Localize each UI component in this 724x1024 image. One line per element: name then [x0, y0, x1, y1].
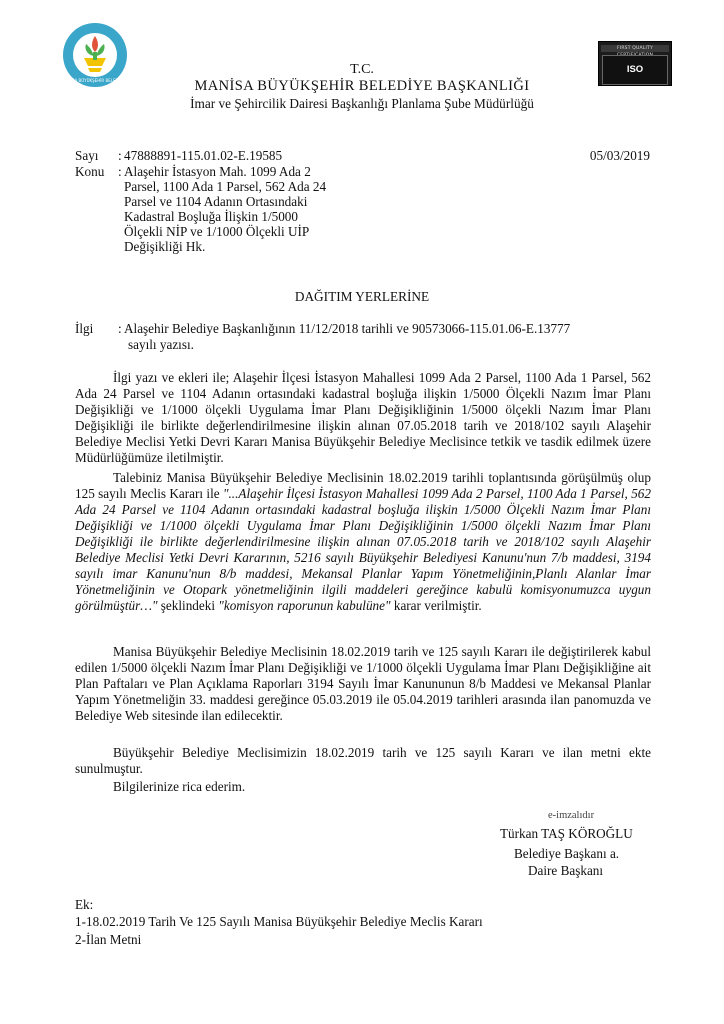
- attachments-label: Ek:: [75, 897, 94, 912]
- body-paragraph-1-text: İlgi yazı ve ekleri ile; Alaşehir İlçesi İstasyon Mahallesi 1099 Ada 2 Parsel, 1100 Ada 1 Parsel, 562 Ada 24 Parsel ve 1104 Adanın ortasındaki kadastral boşluğa ilişkin 1/5000 Ölçekli Nazım İmar Planı Değişikliği ve 1/1000 ölçekli Uygulama İmar Planı Değişikliğinin 1/5000 ölçekli Nazım İmar Planı Değişikliği ile birlikte değerlendirilmesine ilişkin alınan 07.05.2018 tarih ve 2018/102 sayılı Alaşehir Belediye Meclisi Yetki Devri Kararı Manisa Büyükşehir Belediye Meclisince tetkik ve tasdik edilmek üzere Müdürlüğümüze iletilmiştir.: [75, 370, 651, 465]
- header-institution: MANİSA BÜYÜKŞEHİR BELEDİYE BAŞKANLIĞI: [194, 78, 530, 94]
- quoted-council-decision: "...Alaşehir İlçesi İstasyon Mahallesi 1099 Ada 2 Parsel, 1100 Ada 1 Parsel, 562 Ada 24 Parsel ve 1104 Adanın ortasındaki kadastral boşluğa ilişkin 1/5000 Ölçekli Nazım İmar Planı Değişikliği ve 1/1000 ölçekli Uygulama İmar Planı Değişikliğinin 1/5000 ölçekli Nazım İmar Planı Değişikliği ile birlikte değerlendirilmesine ilişkin alınan 07.05.2018 tarih ve 2018/102 sayılı Alaşehir Belediye Meclisi Yetki Devri Kararının, 5216 sayılı Büyükşehir Belediyesi Kanunu'nun 7/b maddesi, 3194 sayılı imar Kanunu'nun 8/b maddesi, Mekansal Planlar Yapım Yönetmeliğinin,Planlı Alanlar İmar Yönetmeliğinin ve Otopark yönetmeliğinin ilgili maddeleri gereğince kabulü komisyonumuzca uygun görülmüştür…": [75, 486, 651, 613]
- body-paragraph-2-text-b: şeklindeki: [157, 598, 219, 613]
- body-paragraph-2-text-c: karar verilmiştir.: [390, 598, 482, 613]
- sayi-label: Sayı: [75, 148, 99, 163]
- sayi-value: 47888891-115.01.02-E.19585: [124, 148, 283, 163]
- body-paragraph-1: [75, 370, 651, 466]
- attachment-item: 2-İlan Metni: [75, 932, 142, 947]
- header-department: İmar ve Şehircilik Dairesi Başkanlığı Planlama Şube Müdürlüğü: [190, 96, 534, 111]
- ilgi-text: [124, 321, 654, 353]
- konu-line: Ölçekli NİP ve 1/1000 Ölçekli UİP: [124, 224, 310, 239]
- konu-line: Alaşehir İstasyon Mah. 1099 Ada 2: [124, 164, 311, 179]
- body-paragraph-4-text: Büyükşehir Belediye Meclisimizin 18.02.2019 tarih ve 125 sayılı Kararı ve ilan metni ekte sunulmuştur.: [75, 745, 651, 776]
- ilgi-line-2: sayılı yazısı.: [128, 337, 194, 352]
- body-paragraph-4: [75, 745, 651, 777]
- ilgi-line-1: Alaşehir Belediye Başkanlığının 11/12/2018 tarihli ve 90573066-115.01.06-E.13777: [124, 321, 571, 336]
- konu-colon: :: [118, 164, 122, 179]
- document-date: 05/03/2019: [589, 148, 650, 163]
- signer-title-1: Belediye Başkanı a.: [514, 846, 620, 861]
- konu-line: Parsel ve 1104 Adanın Ortasındaki: [124, 194, 308, 209]
- konu-text: [124, 164, 394, 254]
- konu-line: Değişikliği Hk.: [124, 239, 206, 254]
- body-paragraph-3: [75, 644, 651, 724]
- sayi-colon: :: [118, 148, 122, 163]
- body-paragraph-2-text-a: Talebiniz Manisa Büyükşehir Belediye Meclisinin 18.02.2019 tarihli toplantısında görüşülmüş olup 125 sayılı Meclis Kararı ile: [75, 470, 651, 501]
- konu-label: Konu: [75, 164, 105, 179]
- header-tc: T.C.: [350, 62, 374, 77]
- e-signature-note: e-imzalıdır: [548, 810, 595, 821]
- body-paragraph-3-text: Manisa Büyükşehir Belediye Meclisinin 18.02.2019 tarih ve 125 sayılı Kararı ile değiştirilerek kabul edilen 1/5000 ölçekli Nazım İmar Planı Değişikliği ve 1/1000 ölçekli Uygulama İmar Planı Değişikliğine ait Plan Paftaları ve Plan Açıklama Raporları 3194 Sayılı İmar Kanununun 8/b Maddesi ve Mekansal Planlar Yapım Yönetmeliğin 33. maddesi gereğince 05.03.2019 ile 05.04.2019 tarihleri arasında ilan panomuzda ve Belediye Web sitesinde ilan edilecektir.: [75, 644, 651, 723]
- quoted-report-acceptance: "komisyon raporunun kabulüne": [218, 598, 391, 613]
- konu-line: Parsel, 1100 Ada 1 Parsel, 562 Ada 24: [124, 179, 327, 194]
- iso-badge-main-text: ISO 9001:2008: [602, 55, 668, 85]
- body-paragraph-5: [75, 779, 651, 795]
- recipient-heading: DAĞITIM YERLERİNE: [294, 289, 430, 304]
- signer-name: Türkan TAŞ KÖROĞLU: [500, 826, 633, 841]
- ilgi-label: İlgi: [75, 321, 94, 336]
- konu-line: Kadastral Boşluğa İlişkin 1/5000: [124, 209, 298, 224]
- body-paragraph-5-text: Bilgilerinize rica ederim.: [113, 779, 246, 794]
- attachment-item: 1-18.02.2019 Tarih Ve 125 Sayılı Manisa Büyükşehir Belediye Meclis Kararı: [75, 914, 483, 929]
- ilgi-colon: :: [118, 321, 122, 336]
- svg-text:MANİSA BÜYÜKŞEHİR BELEDİYESİ: MANİSA BÜYÜKŞEHİR BELEDİYESİ: [62, 78, 128, 83]
- iso-badge-top-text: FIRST QUALITY: [601, 45, 669, 52]
- body-paragraph-2: [75, 470, 651, 614]
- signer-title-2: Daire Başkanı: [528, 863, 604, 878]
